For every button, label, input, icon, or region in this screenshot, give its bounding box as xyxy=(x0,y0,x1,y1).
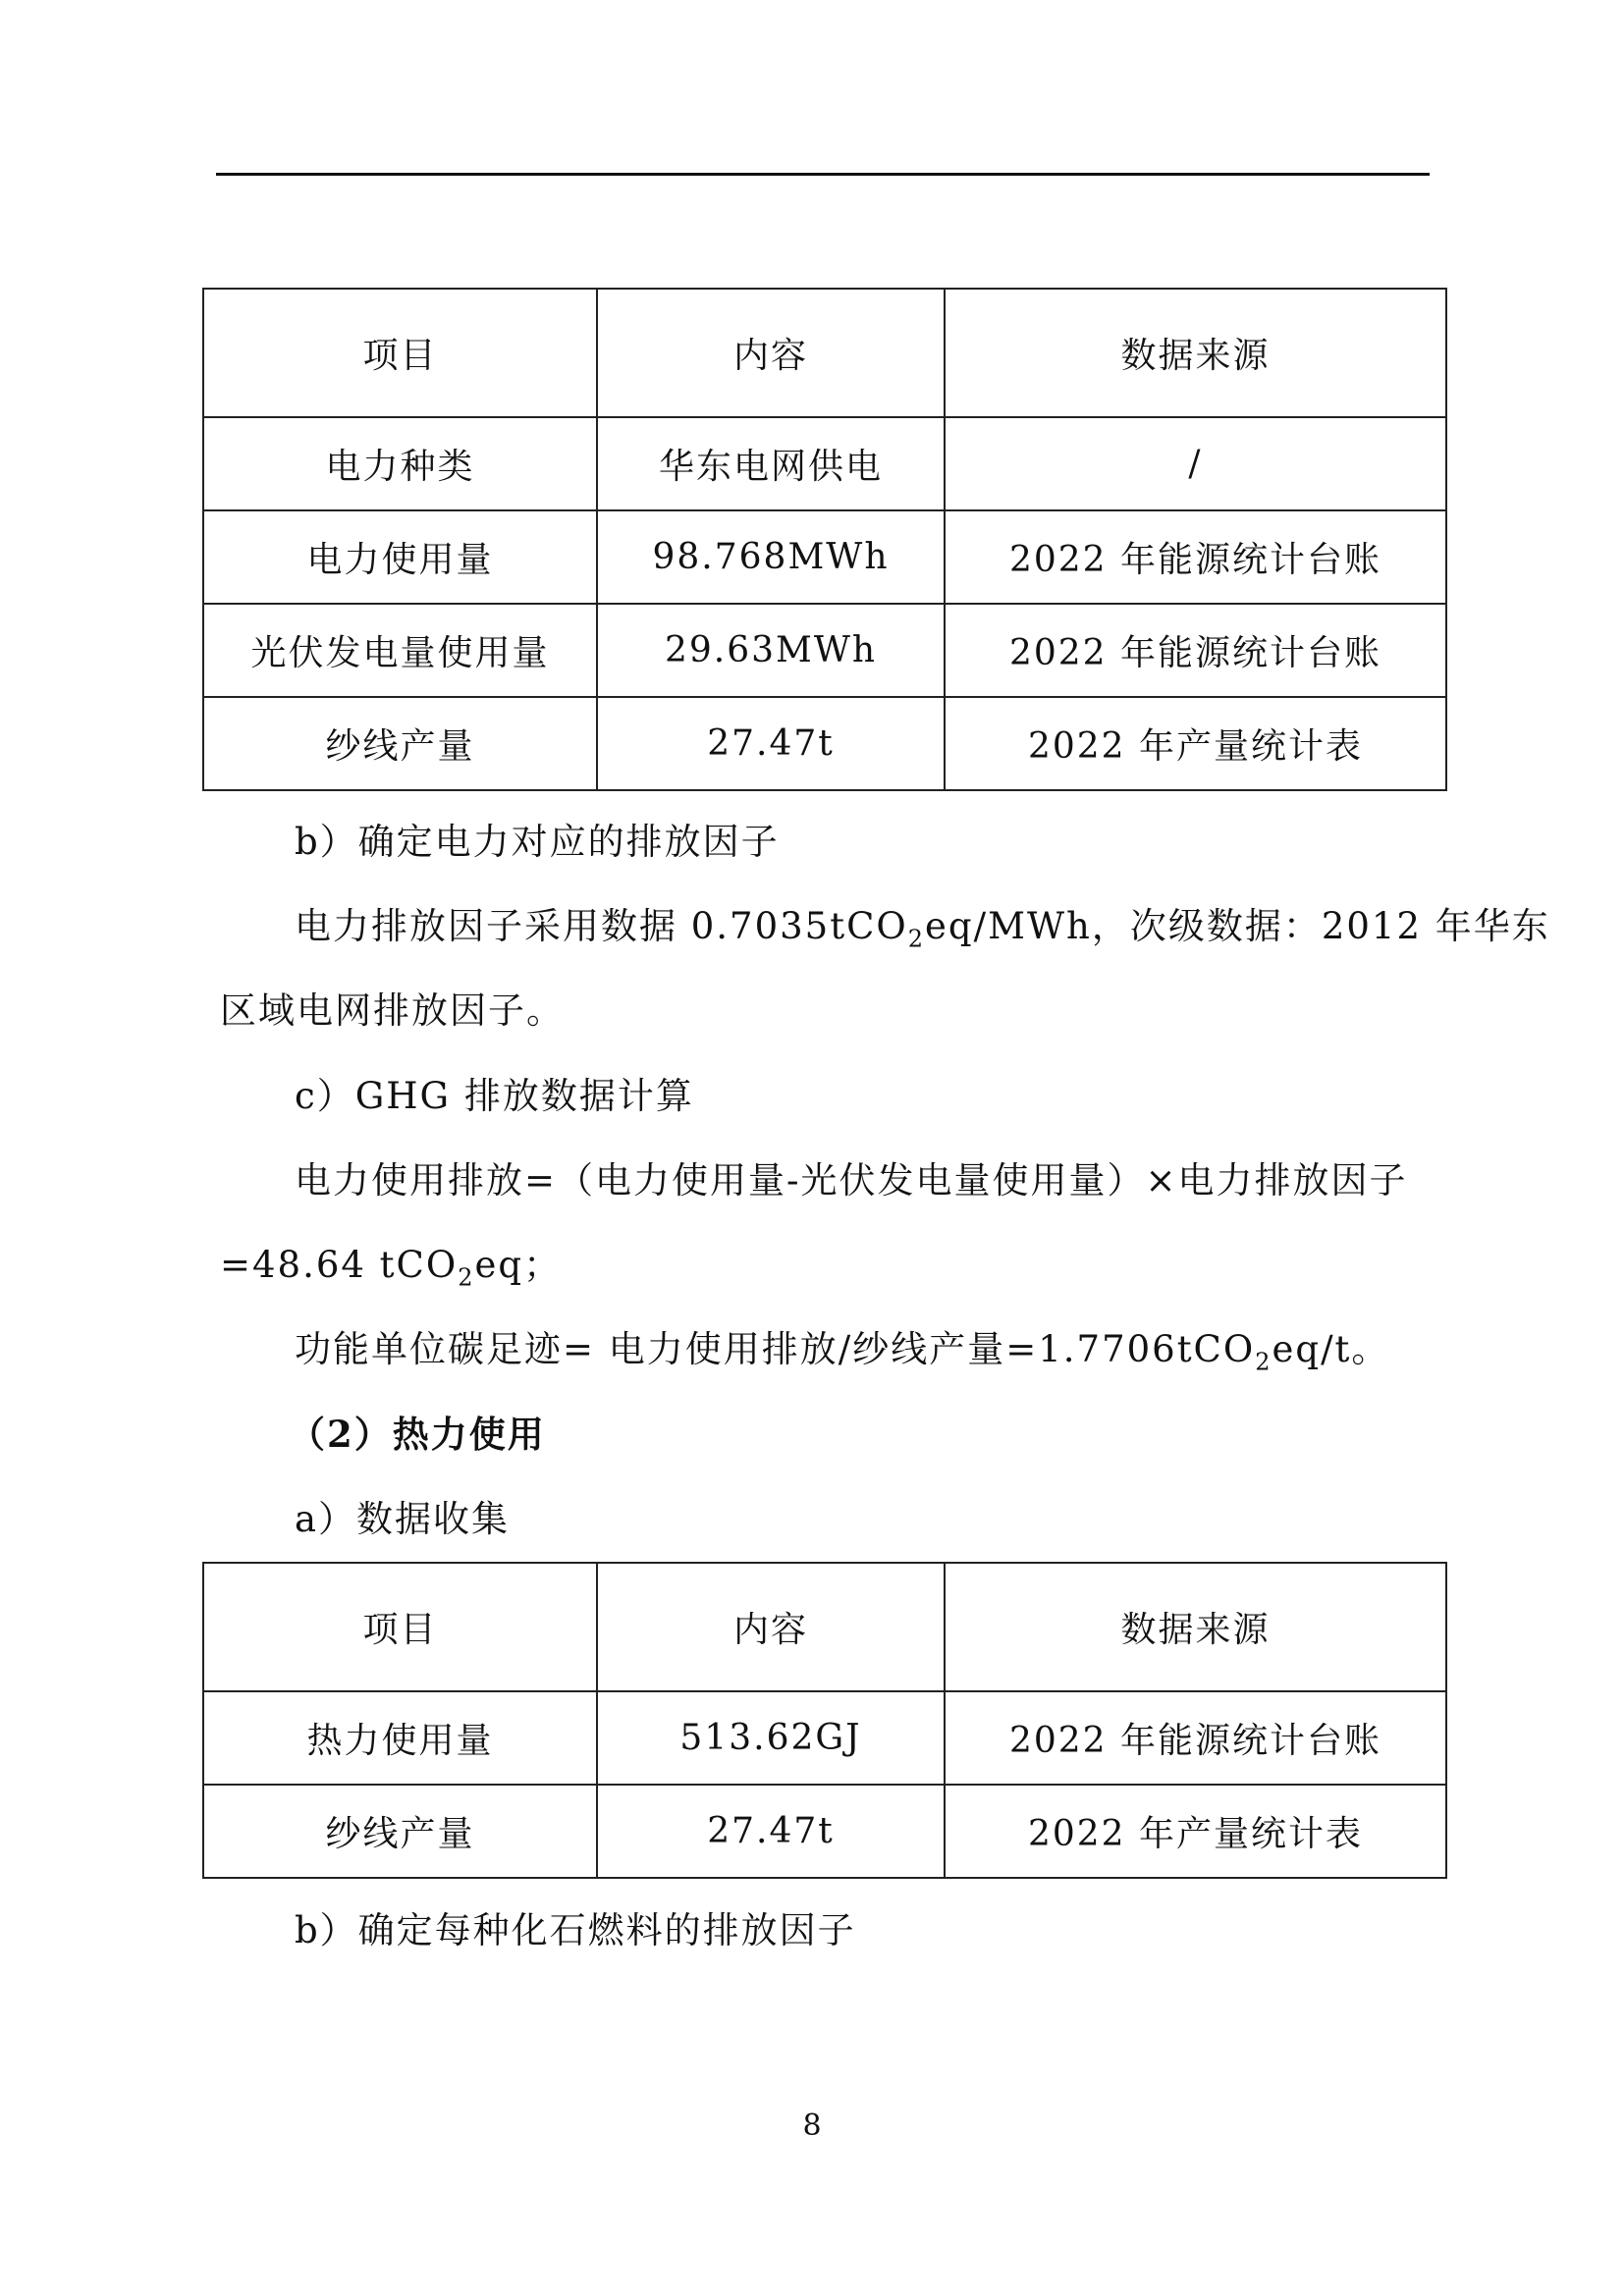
table-row xyxy=(203,510,1446,604)
cell-content: 513.62GJ xyxy=(597,1691,945,1785)
table-row xyxy=(203,1785,1446,1878)
cell-content: 27.47t xyxy=(597,1785,945,1878)
cell-item: 纱线产量 xyxy=(203,1785,597,1878)
text-span: =48.64 tCO xyxy=(220,1244,459,1286)
page-number: 8 xyxy=(802,2109,822,2143)
table-header-row xyxy=(203,1563,1446,1691)
header-item: 项目 xyxy=(203,1563,597,1691)
cell-source: 2022 年能源统计台账 xyxy=(945,1691,1446,1785)
header-item: 项目 xyxy=(203,289,597,417)
table-row xyxy=(203,697,1446,790)
paragraph-emission-factor-line2: 区域电网排放因子。 xyxy=(220,989,565,1032)
paragraph-emission-factor-line1 xyxy=(295,905,1550,953)
header-rule xyxy=(216,173,1430,176)
text-span: eq/MWh，次级数据：2012 年华东 xyxy=(925,905,1550,947)
cell-content: 华东电网供电 xyxy=(597,417,945,510)
table-header-row xyxy=(203,289,1446,417)
paragraph-calc-result xyxy=(220,1244,563,1292)
cell-source: 2022 年能源统计台账 xyxy=(945,604,1446,697)
cell-item: 光伏发电量使用量 xyxy=(203,604,597,697)
cell-source: 2022 年产量统计表 xyxy=(945,697,1446,790)
cell-content: 98.768MWh xyxy=(597,510,945,604)
cell-content: 27.47t xyxy=(597,697,945,790)
cell-content: 29.63MWh xyxy=(597,604,945,697)
header-content: 内容 xyxy=(597,289,945,417)
subscript: 2 xyxy=(907,925,926,953)
paragraph-b-fuel-factor: b）确定每种化石燃料的排放因子 xyxy=(295,1909,856,1951)
paragraph-c-ghg-calc: c）GHG 排放数据计算 xyxy=(295,1075,694,1117)
subscript: 2 xyxy=(458,1263,475,1292)
cell-item: 电力使用量 xyxy=(203,510,597,604)
paragraph-a-data-collection: a）数据收集 xyxy=(295,1498,511,1540)
header-content: 内容 xyxy=(597,1563,945,1691)
table-row xyxy=(203,1691,1446,1785)
text-span: 电力排放因子采用数据 0.7035tCO xyxy=(295,905,908,947)
cell-item: 电力种类 xyxy=(203,417,597,510)
subscript: 2 xyxy=(1255,1348,1272,1376)
table-row xyxy=(203,604,1446,697)
cell-source: 2022 年产量统计表 xyxy=(945,1785,1446,1878)
cell-source: / xyxy=(945,417,1446,510)
paragraph-b-electricity-factor: b）确定电力对应的排放因子 xyxy=(295,821,780,863)
paragraph-calc-formula: 电力使用排放=（电力使用量-光伏发电量使用量）×电力排放因子 xyxy=(295,1159,1408,1201)
text-span: eq； xyxy=(474,1244,563,1286)
cell-item: 纱线产量 xyxy=(203,697,597,790)
electricity-data-table xyxy=(202,288,1447,791)
text-span: 功能单位碳足迹= 电力使用排放/纱线产量=1.7706tCO xyxy=(295,1328,1256,1370)
cell-source: 2022 年能源统计台账 xyxy=(945,510,1446,604)
heat-data-table xyxy=(202,1562,1447,1879)
text-span: eq/t。 xyxy=(1272,1328,1390,1370)
header-source: 数据来源 xyxy=(945,289,1446,417)
table-row xyxy=(203,417,1446,510)
cell-item: 热力使用量 xyxy=(203,1691,597,1785)
paragraph-functional-unit xyxy=(295,1328,1390,1376)
section-heading-heat-use: （2）热力使用 xyxy=(289,1413,546,1456)
header-source: 数据来源 xyxy=(945,1563,1446,1691)
